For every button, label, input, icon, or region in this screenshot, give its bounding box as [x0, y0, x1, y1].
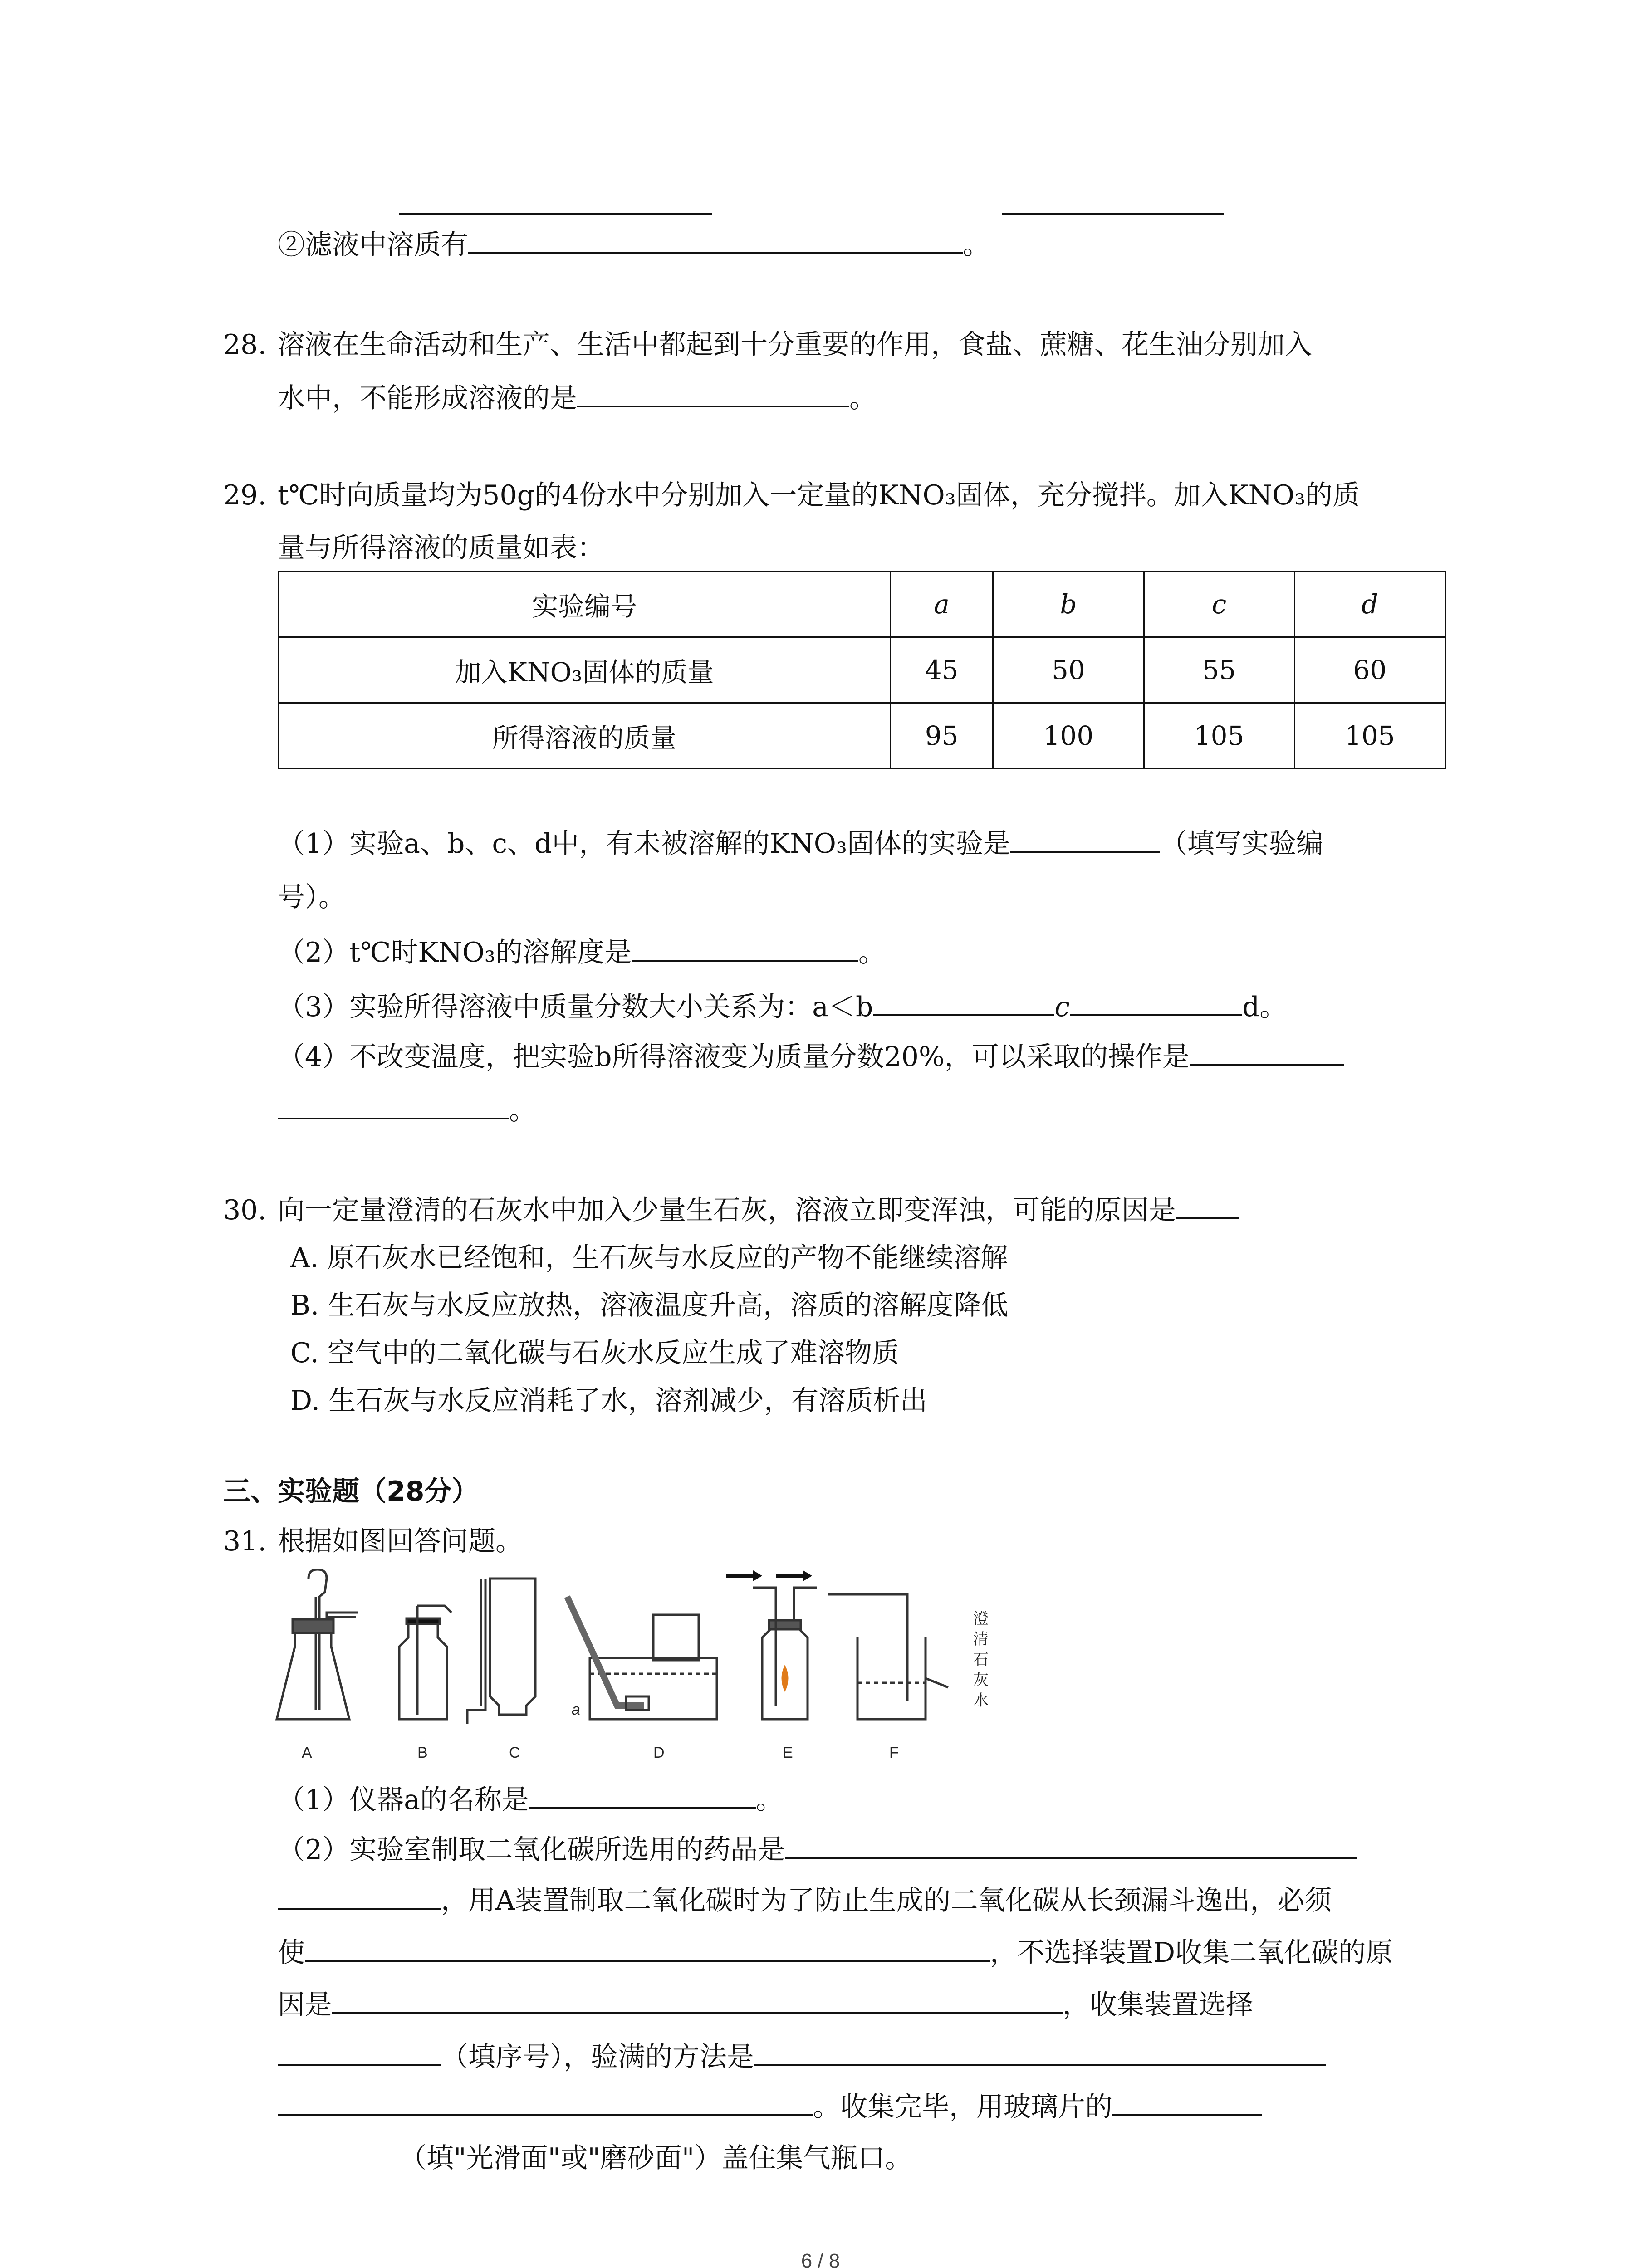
q31-sub2-because: 因是	[278, 1989, 332, 2021]
lime-water-char: 灰	[973, 1672, 989, 1689]
q28-line1: 溶液在生命活动和生产、生活中都起到十分重要的作用，食盐、蔗糖、花生油分别加入	[278, 329, 1312, 361]
q29-sub1-text: （1）实验a、b、c、d中，有未被溶解的KNO₃固体的实验是	[278, 828, 1010, 860]
q31-sub2-check: （填序号），验满的方法是	[441, 2041, 754, 2073]
q29-number: 29.	[223, 479, 267, 511]
answer-blank[interactable]	[1190, 1039, 1344, 1066]
flow-arrow-icon	[726, 1570, 762, 1581]
data-table	[278, 571, 1446, 769]
q29-line2: 量与所得溶液的质量如表：	[278, 532, 604, 564]
q29-sub1	[278, 826, 1323, 862]
table-cell: c	[1144, 572, 1294, 637]
table-row	[279, 637, 1445, 703]
table-cell: 95	[891, 703, 993, 769]
q31-sub2-line7: （填"光滑面"或"磨砂面"）盖住集气瓶口。	[399, 2142, 912, 2174]
q31-sub2-line5	[278, 2039, 1326, 2075]
q31-sub1-text: （1）仪器a的名称是	[278, 1784, 529, 1816]
q29-line1: t℃时向质量均为50g的4份水中分别加入一定量的KNO₃固体，充分搅拌。加入KNO₃的质	[278, 479, 1360, 511]
q29-sub4	[278, 1039, 1344, 1075]
section-title: 三、实验题（28分）	[223, 1476, 479, 1507]
answer-blank[interactable]	[1010, 826, 1160, 853]
q29-sub2-text: （2）t℃时KNO₃的溶解度是	[278, 937, 632, 968]
answer-blank[interactable]	[632, 934, 858, 962]
q31-sub1: （1）仪器a的名称是 。	[278, 1782, 783, 1818]
water-trough-d	[567, 1597, 717, 1719]
answer-blank[interactable]	[468, 227, 963, 254]
answer-blank[interactable]	[305, 1935, 990, 1962]
q31-sub2-line2	[278, 1882, 1332, 1919]
q30-option-a: A. 原石灰水已经饱和，生石灰与水反应的产物不能继续溶解	[290, 1242, 1008, 1274]
q31-sub2	[278, 1832, 1357, 1868]
table-cell: 所得溶液的质量	[279, 703, 891, 769]
gas-bottle-c	[467, 1579, 535, 1724]
figure-label-c: C	[509, 1744, 520, 1761]
table-cell: a	[891, 572, 993, 637]
lime-water-char: 清	[973, 1631, 989, 1648]
table-cell: d	[1294, 572, 1445, 637]
lime-water-char: 石	[973, 1651, 989, 1668]
flow-arrow-icon	[776, 1570, 812, 1581]
answer-blank[interactable]	[785, 1832, 1357, 1859]
table-row	[279, 703, 1445, 769]
flame-icon	[782, 1665, 789, 1692]
table-cell: 100	[993, 703, 1144, 769]
answer-blank[interactable]	[1070, 989, 1242, 1016]
answer-blank[interactable]	[577, 380, 849, 407]
q30-option-c: C. 空气中的二氧化碳与石灰水反应生成了难溶物质	[290, 1337, 899, 1369]
conical-flask-a	[277, 1569, 358, 1719]
table-cell: 45	[891, 637, 993, 703]
q30-option-b: B. 生石灰与水反应放热，溶液温度升高，溶质的溶解度降低	[290, 1290, 1009, 1321]
table-cell: 55	[1144, 637, 1294, 703]
figure-label-e: E	[783, 1744, 793, 1761]
blank-line[interactable]	[1002, 213, 1224, 215]
wash-bottle-e	[753, 1588, 817, 1719]
q28-line2-text: 水中，不能形成溶液的是	[278, 382, 577, 414]
table-header-row	[279, 572, 1445, 637]
q31-sub2-use: 使	[278, 1937, 305, 1969]
answer-blank[interactable]	[529, 1782, 756, 1809]
filtrate-solute-line: ②滤液中溶质有 。	[278, 227, 990, 263]
table-cell: 加入KNO₃固体的质量	[279, 637, 891, 703]
instrument-a-label: a	[572, 1701, 580, 1718]
table-cell: 105	[1144, 703, 1294, 769]
q30-stem-text: 向一定量澄清的石灰水中加入少量生石灰，溶液立即变浑浊，可能的原因是	[278, 1194, 1176, 1226]
answer-blank[interactable]	[1176, 1192, 1239, 1219]
beaker-f	[828, 1594, 948, 1719]
filtrate-solute-text: ②滤液中溶质有	[278, 229, 468, 261]
q29-sub4-text: （4）不改变温度，把实验b所得溶液变为质量分数20%，可以采取的操作是	[278, 1041, 1190, 1073]
q29-sub3-text: （3）实验所得溶液中质量分数大小关系为：a＜b	[278, 991, 873, 1023]
answer-blank[interactable]	[332, 1987, 1063, 2014]
apparatus-figure	[272, 1569, 1021, 1769]
answer-blank[interactable]	[754, 2039, 1326, 2066]
q30-number: 30.	[223, 1194, 267, 1226]
table-cell: 60	[1294, 637, 1445, 703]
answer-blank[interactable]	[278, 1092, 509, 1119]
q31-sub2-finish: 。收集完毕，用玻璃片的	[813, 2091, 1112, 2123]
table-cell: b	[993, 572, 1144, 637]
q31-sub2-collect: ，收集装置选择	[1063, 1989, 1253, 2021]
q31-sub2-cont: ，用A装置制取二氧化碳时为了防止生成的二氧化碳从长颈漏斗逸出，必须	[441, 1885, 1332, 1916]
page-number: 6 / 8	[801, 2250, 840, 2268]
q28-number: 28.	[223, 329, 267, 361]
q29-sub3-d: d。	[1242, 991, 1287, 1023]
q29-sub4-cont: 。	[278, 1092, 536, 1129]
q31-sub2-line3	[278, 1935, 1393, 1971]
figure-label-f: F	[889, 1744, 899, 1761]
q30-option-d: D. 生石灰与水反应消耗了水，溶剂减少，有溶质析出	[290, 1385, 928, 1417]
table-cell: 实验编号	[279, 572, 891, 637]
q28-line2: 水中，不能形成溶液的是 。	[278, 380, 877, 416]
answer-blank[interactable]	[873, 989, 1054, 1016]
q31-sub2-line4	[278, 1987, 1253, 2023]
table-cell: 50	[993, 637, 1144, 703]
q31-sub2-line6	[278, 2089, 1262, 2125]
q31-stem: 根据如图回答问题。	[278, 1525, 523, 1557]
q31-number: 31.	[223, 1525, 267, 1557]
gas-bottle-b	[399, 1606, 451, 1719]
q29-sub3-c: c	[1054, 991, 1070, 1023]
blank-line[interactable]	[399, 213, 712, 215]
answer-blank[interactable]	[278, 2089, 813, 2116]
lime-water-char: 澄	[973, 1610, 989, 1628]
q30-stem	[278, 1192, 1239, 1228]
answer-blank[interactable]	[278, 2039, 441, 2066]
lime-water-char: 水	[973, 1692, 989, 1709]
figure-label-b: B	[417, 1744, 428, 1761]
q31-sub2-reason: ，不选择装置D收集二氧化碳的原	[990, 1937, 1393, 1969]
q29-sub1-hint: （填写实验编	[1160, 828, 1323, 860]
answer-blank[interactable]	[1112, 2089, 1262, 2116]
q29-sub1-cont: 号）。	[278, 881, 346, 913]
q31-sub2-text: （2）实验室制取二氧化碳所选用的药品是	[278, 1834, 785, 1866]
table-cell: 105	[1294, 703, 1445, 769]
answer-blank[interactable]	[278, 1882, 441, 1910]
figure-label-a: A	[302, 1744, 312, 1761]
figure-label-d: D	[653, 1744, 665, 1761]
q29-sub3	[278, 989, 1287, 1025]
q29-sub2: （2）t℃时KNO₃的溶解度是 。	[278, 934, 886, 971]
